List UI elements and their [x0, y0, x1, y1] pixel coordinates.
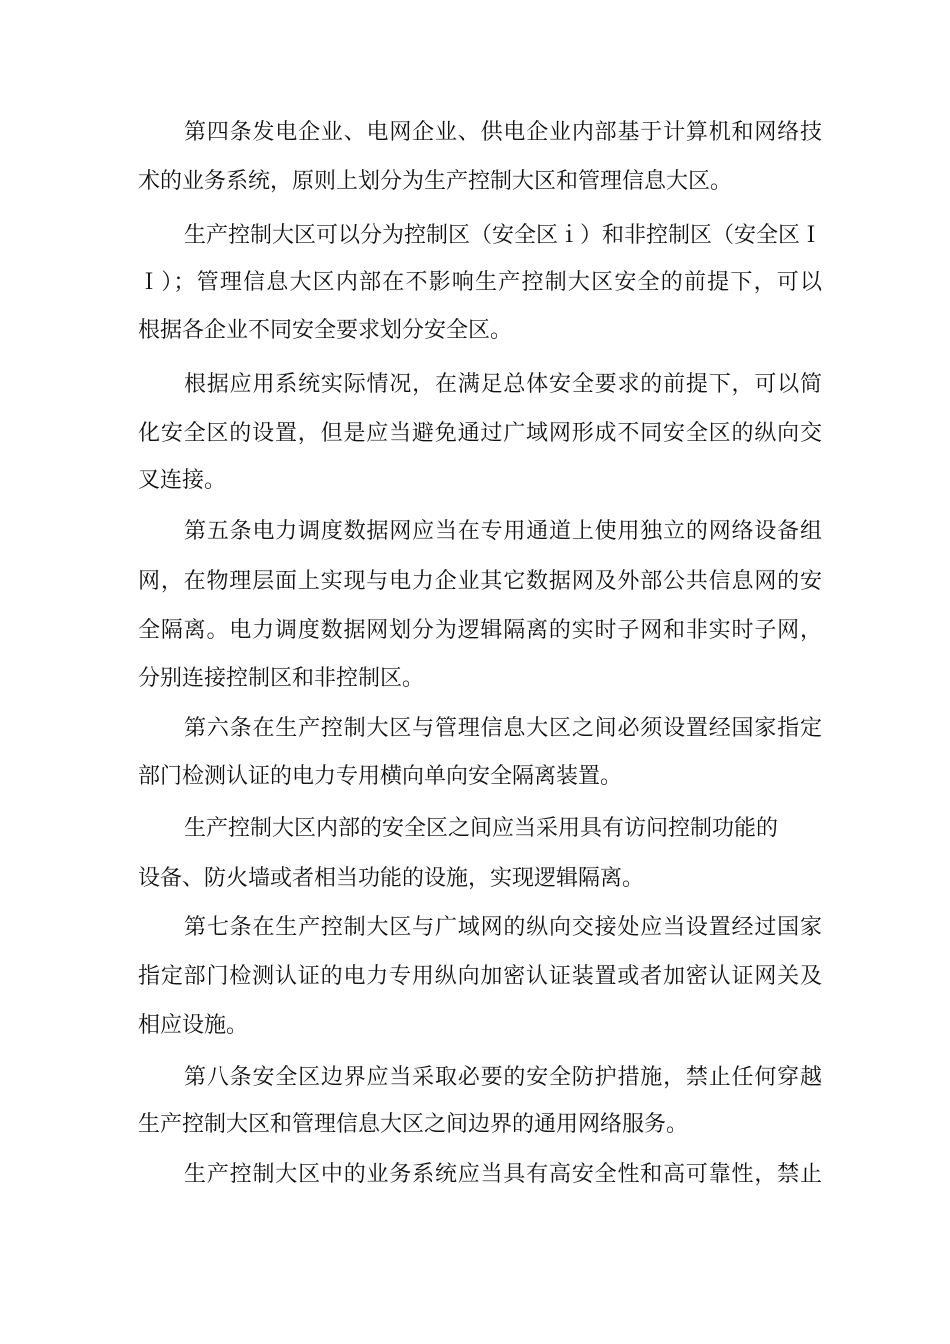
- text-line: 叉连接。: [138, 468, 227, 493]
- text-line: 生产控制大区内部的安全区之间应当采用具有访问控制功能的: [184, 816, 779, 841]
- text-line: 第五条电力调度数据网应当在专用通道上使用独立的网络设备组: [184, 519, 822, 544]
- text-line: 第四条发电企业、电网企业、供电企业内部基于计算机和网络技: [184, 120, 822, 145]
- text-line: 部门检测认证的电力专用横向单向安全隔离装置。: [138, 764, 623, 789]
- text-line: 第八条安全区边界应当采取必要的安全防护措施，禁止任何穿越: [184, 1065, 822, 1090]
- text-line: 根据各企业不同安全要求划分安全区。: [138, 318, 513, 343]
- text-line: 术的业务系统，原则上划分为生产控制大区和管理信息大区。: [138, 169, 733, 194]
- text-line: 根据应用系统实际情况，在满足总体安全要求的前提下，可以简: [184, 372, 822, 397]
- text-line: 生产控制大区和管理信息大区之间边界的通用网络服务。: [138, 1112, 689, 1137]
- text-line: Ｉ）；管理信息大区内部在不影响生产控制大区安全的前提下，可以: [138, 270, 822, 295]
- text-line: 相应设施。: [138, 1013, 249, 1038]
- text-line: 设备、防火墙或者相当功能的设施，实现逻辑隔离。: [138, 866, 645, 891]
- text-line: 全隔离。电力调度数据网划分为逻辑隔离的实时子网和非实时子网，: [138, 618, 822, 643]
- text-line: 生产控制大区中的业务系统应当具有高安全性和高可靠性，禁止: [184, 1162, 822, 1187]
- text-line: 化安全区的设置，但是应当避免通过广域网形成不同安全区的纵向交: [138, 421, 822, 446]
- text-line: 分别连接控制区和非控制区。: [138, 666, 425, 691]
- text-line: 生产控制大区可以分为控制区（安全区ｉ）和非控制区（安全区Ｉ: [184, 223, 822, 248]
- text-line: 网，在物理层面上实现与电力企业其它数据网及外部公共信息网的安: [138, 569, 822, 594]
- text-line: 第七条在生产控制大区与广域网的纵向交接处应当设置经过国家: [184, 915, 822, 940]
- text-line: 指定部门检测认证的电力专用纵向加密认证装置或者加密认证网关及: [138, 964, 822, 989]
- text-line: 第六条在生产控制大区与管理信息大区之间必须设置经国家指定: [184, 716, 822, 741]
